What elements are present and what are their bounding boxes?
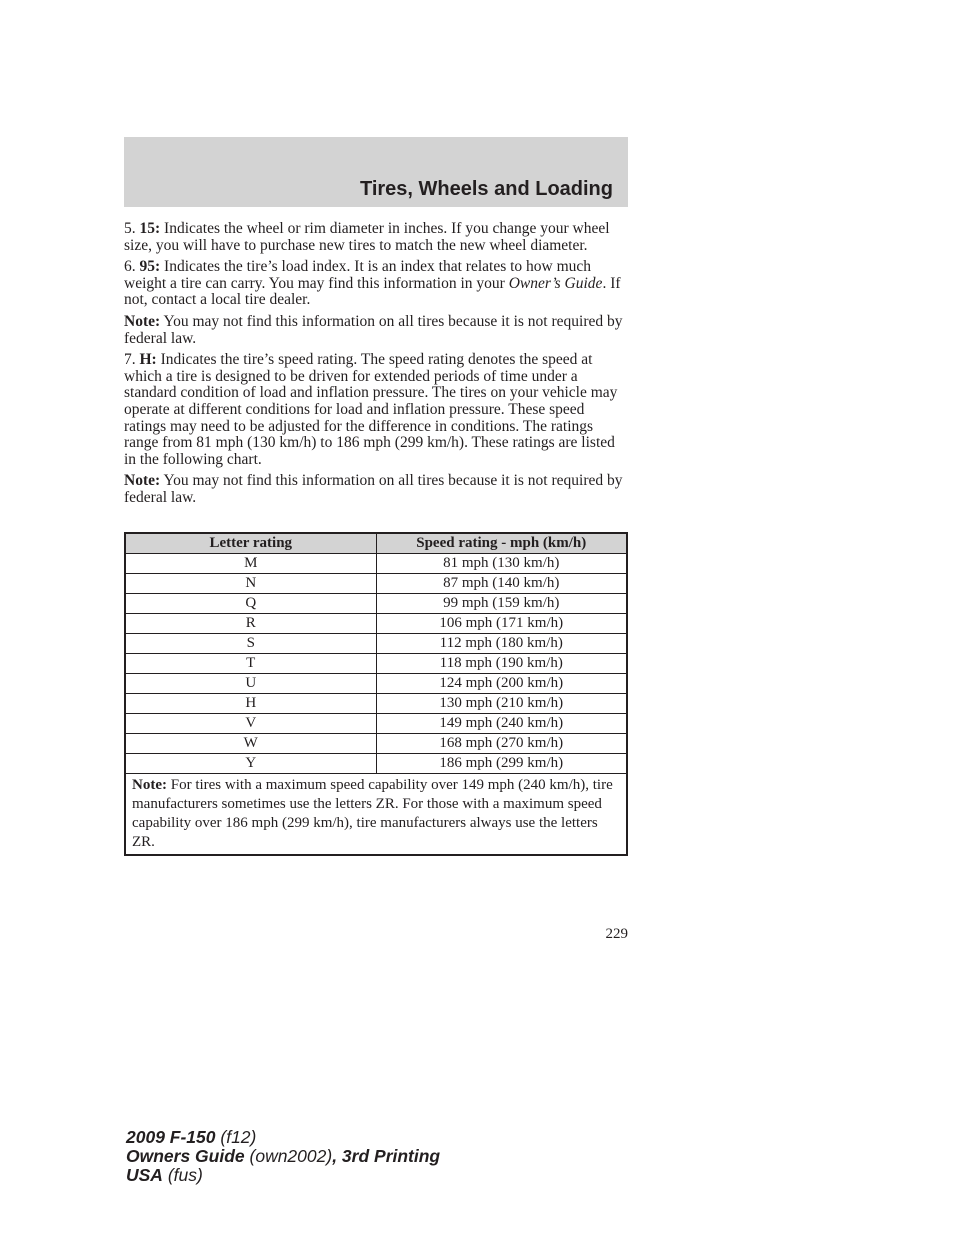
note-text: For tires with a maximum speed capability over 149 mph (240 km/h), tire manufacturers sometimes use the letters ZR. For those with a maximum speed capability over 186 mph (299 km/h), tire manufacturers always use the letters ZR. (132, 777, 613, 850)
section-header-band (124, 137, 628, 207)
footer-model: 2009 F-150 (126, 1127, 216, 1147)
letter-cell: U (125, 674, 376, 694)
letter-cell: M (125, 554, 376, 574)
item-text: . If not, contact a local tire dealer. (124, 274, 621, 309)
item-italic-ref: Owner’s Guide (508, 274, 603, 292)
speed-cell: 99 mph (159 km/h) (376, 594, 627, 614)
footer-guide: Owners Guide (126, 1146, 245, 1166)
letter-cell: S (125, 634, 376, 654)
table-row (125, 694, 627, 714)
table-note-row (125, 774, 627, 856)
speed-cell: 124 mph (200 km/h) (376, 674, 627, 694)
table-row (125, 614, 627, 634)
letter-cell: R (125, 614, 376, 634)
letter-cell: T (125, 654, 376, 674)
item-5 (124, 221, 628, 254)
column-header-speed: Speed rating - mph (km/h) (376, 533, 627, 554)
table-row (125, 674, 627, 694)
speed-cell: 168 mph (270 km/h) (376, 734, 627, 754)
section-title: Tires, Wheels and Loading (359, 178, 613, 200)
table-note (125, 774, 627, 856)
letter-cell: W (125, 734, 376, 754)
note-label: Note: (132, 777, 167, 793)
item-text: Indicates the tire’s speed rating. The speed rating denotes the speed at which a tire is designed to be driven for extended periods of time under a standard condition of load and inflation pressure. The tires on your vehicle may operate at different conditions for load and inflation pressure. These speed ratings may need to be adjusted for the difference in conditions. The ratings range from 81 mph (130 km/h) to 186 mph (299 km/h). These ratings are listed in the following chart. (124, 351, 618, 468)
footer-guide-code: (own2002) (244, 1146, 333, 1166)
item-text: Indicates the tire’s load index. It is an index that relates to how much weight a tire can carry. You may find this information in your (124, 258, 592, 292)
note-text: You may not find this information on all tires because it is not required by federal law. (124, 312, 623, 347)
speed-cell: 112 mph (180 km/h) (376, 634, 627, 654)
speed-cell: 186 mph (299 km/h) (376, 754, 627, 774)
note-text: You may not find this information on all tires because it is not required by federal law. (124, 472, 623, 506)
page-number: 229 (605, 926, 628, 942)
item-6 (124, 259, 628, 309)
table-header-row (125, 533, 627, 554)
footer-imprint (126, 1128, 440, 1185)
letter-cell: Y (125, 754, 376, 774)
letter-cell: N (125, 574, 376, 594)
note-1 (124, 314, 628, 347)
letter-cell: H (125, 694, 376, 714)
footer-line-2 (126, 1147, 440, 1166)
item-7 (124, 352, 628, 468)
item-number: 7. (124, 351, 140, 369)
note-2 (124, 473, 628, 506)
letter-cell: V (125, 714, 376, 734)
speed-cell: 87 mph (140 km/h) (376, 574, 627, 594)
body-text (124, 221, 628, 512)
footer-printing: , 3rd Printing (332, 1146, 441, 1166)
item-text: Indicates the wheel or rim diameter in inches. If you change your wheel size, you will have to purchase new tires to match the new wheel diameter. (124, 220, 610, 254)
letter-cell: Q (125, 594, 376, 614)
footer-market-code: (fus) (162, 1165, 203, 1185)
table-row (125, 734, 627, 754)
speed-cell: 118 mph (190 km/h) (376, 654, 627, 674)
table-row (125, 714, 627, 734)
table-row (125, 554, 627, 574)
item-number: 5. (124, 220, 140, 237)
table-row (125, 634, 627, 654)
speed-cell: 106 mph (171 km/h) (376, 614, 627, 634)
speed-cell: 130 mph (210 km/h) (376, 694, 627, 714)
speed-cell: 149 mph (240 km/h) (376, 714, 627, 734)
footer-market: USA (126, 1165, 163, 1185)
footer-line-3 (126, 1166, 440, 1185)
table-row (125, 654, 627, 674)
speed-cell: 81 mph (130 km/h) (376, 554, 627, 574)
item-code: 95: (139, 258, 161, 276)
column-header-letter: Letter rating (125, 533, 376, 554)
item-code: 15: (139, 220, 161, 237)
item-code: H: (139, 351, 157, 369)
note-label: Note: (124, 312, 161, 330)
footer-model-code: (f12) (215, 1127, 257, 1147)
speed-rating-table (124, 532, 628, 856)
table-row (125, 754, 627, 774)
table-row (125, 594, 627, 614)
footer-line-1 (126, 1128, 440, 1147)
note-label: Note: (124, 472, 161, 490)
item-number: 6. (124, 258, 140, 276)
table-row (125, 574, 627, 594)
